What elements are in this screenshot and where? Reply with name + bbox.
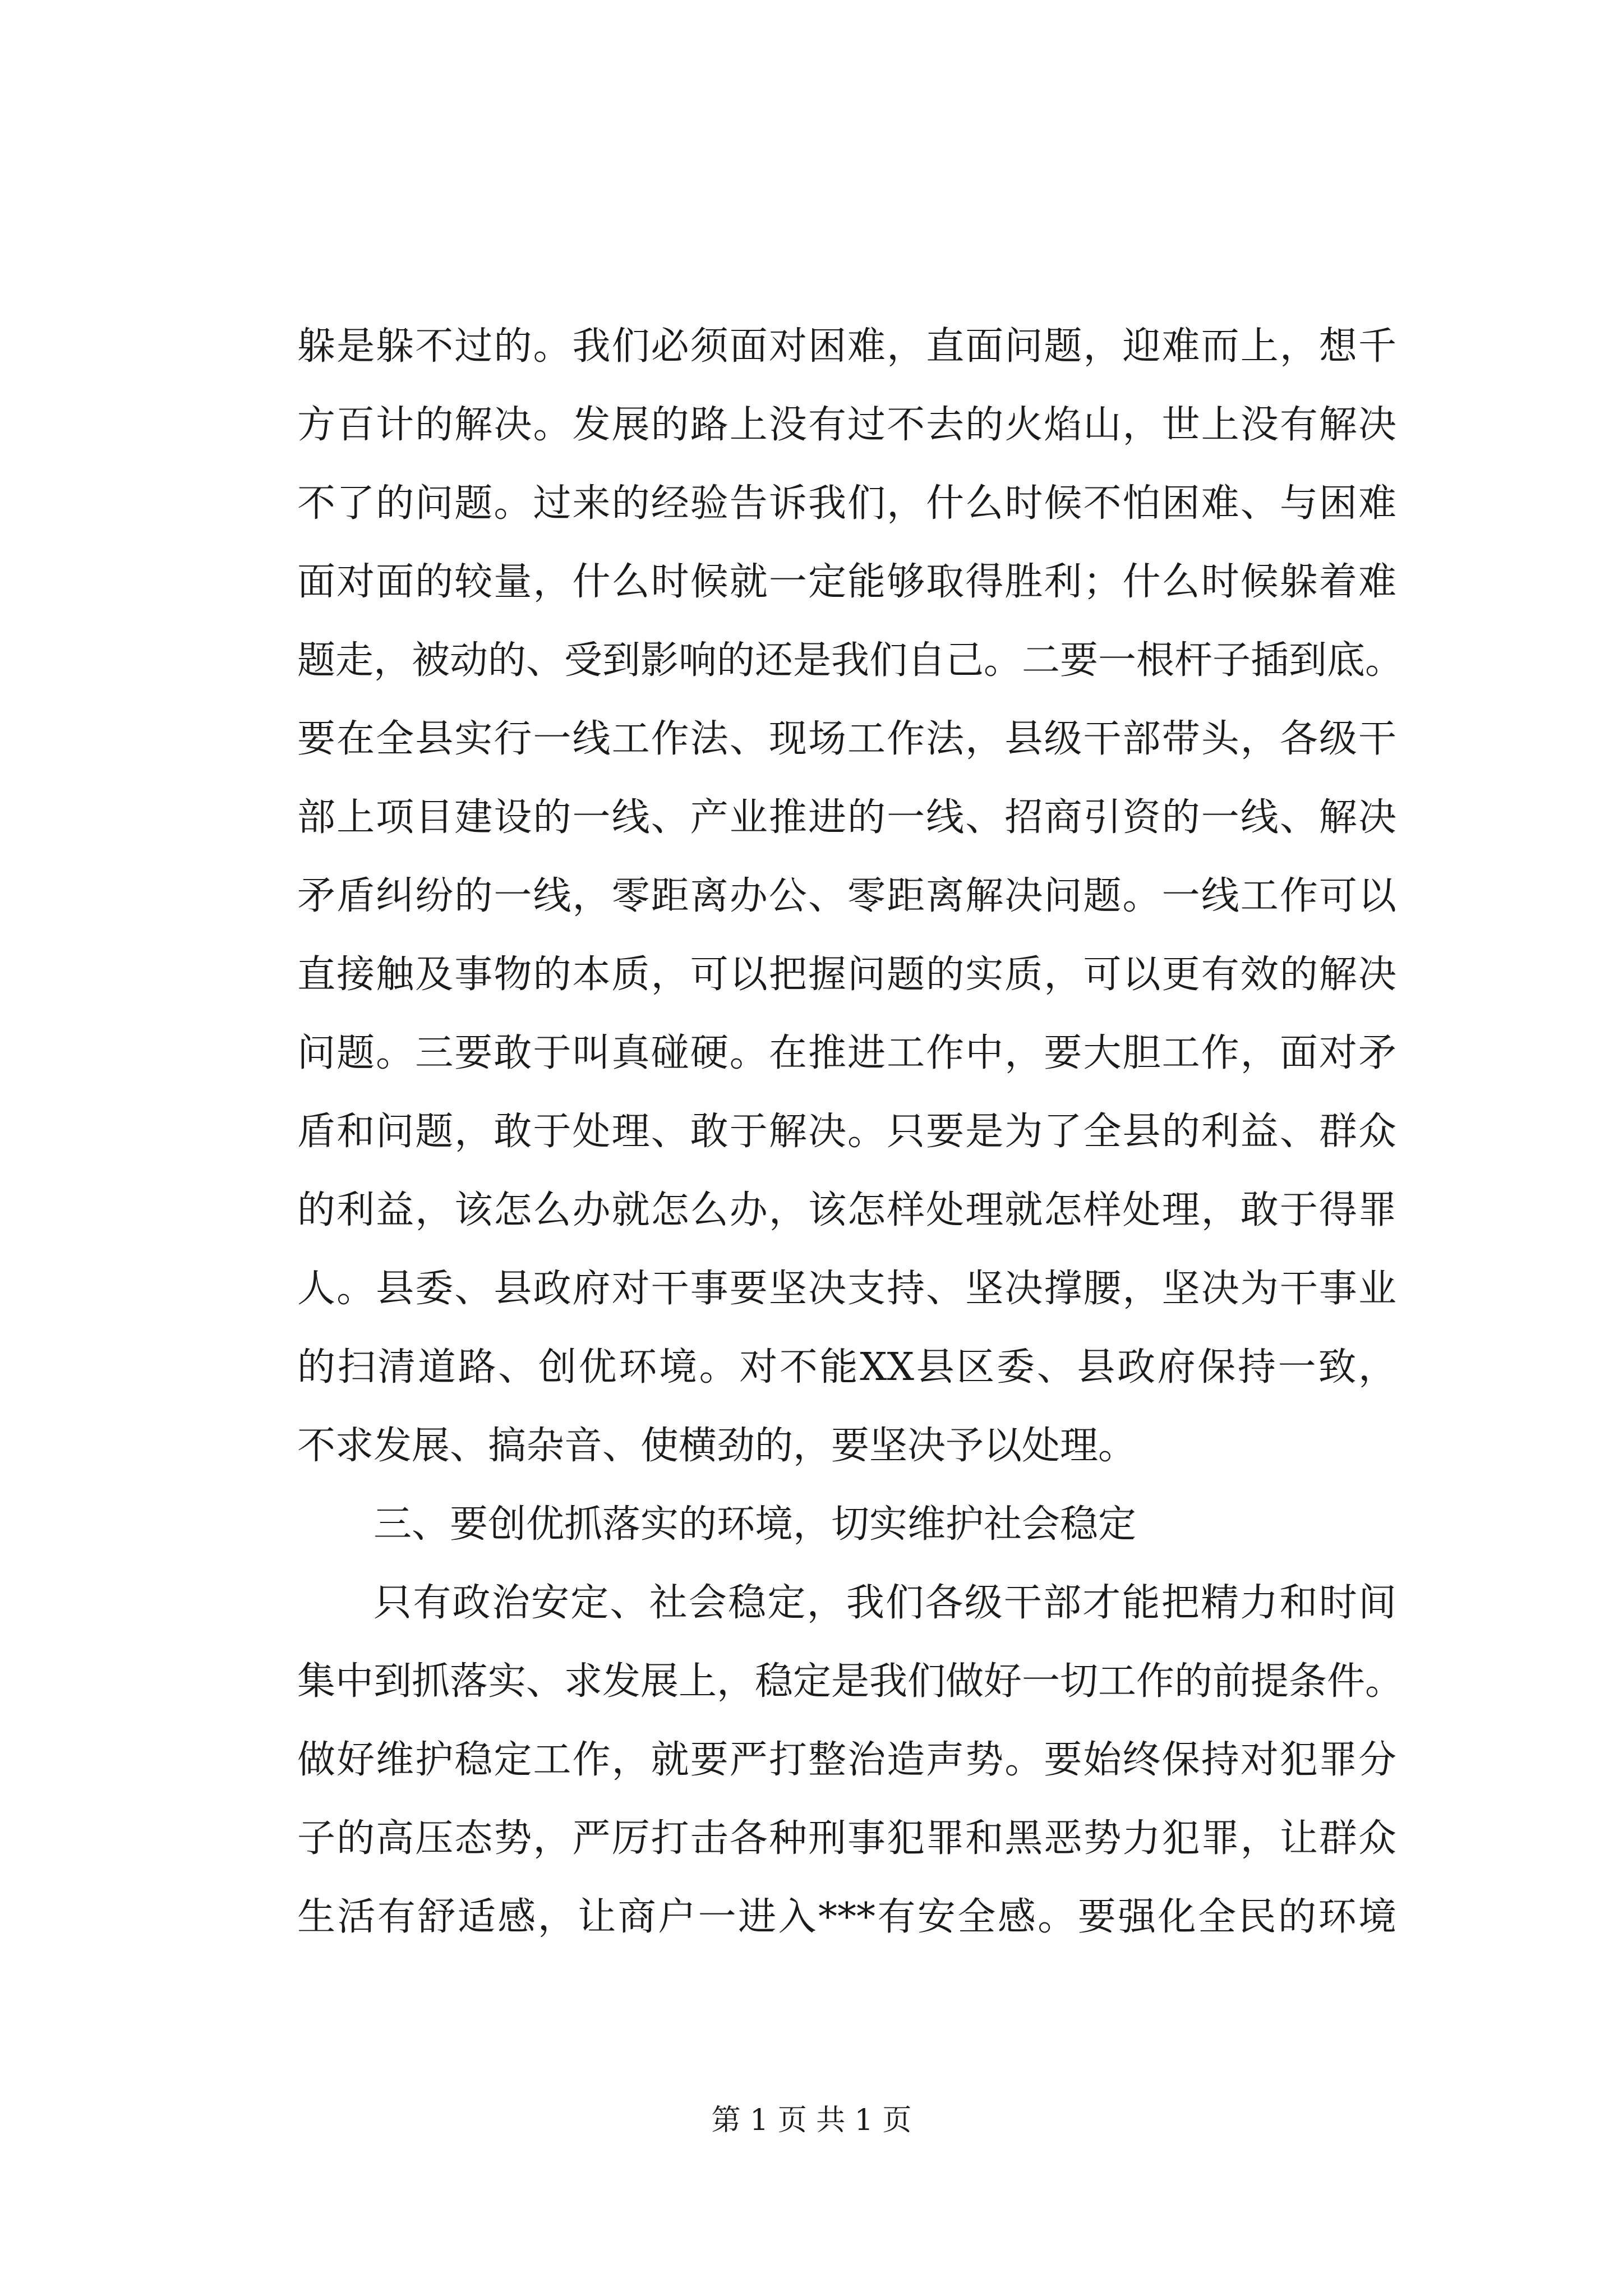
text-line: 盾和问题，敢于处理、敢于解决。只要是为了全县的利益、群众 bbox=[297, 1110, 1396, 1154]
text-line: 直接触及事物的本质，可以把握问题的实质，可以更有效的解决 bbox=[297, 953, 1396, 997]
text-line: 部上项目建设的一线、产业推进的一线、招商引资的一线、解决 bbox=[297, 795, 1396, 840]
text-line: 子的高压态势，严厉打击各种刑事犯罪和黑恶势力犯罪，让群众 bbox=[297, 1816, 1396, 1861]
text-line: 要在全县实行一线工作法、现场工作法，县级干部带头，各级干 bbox=[297, 717, 1396, 761]
page-number-footer: 第 1 页 共 1 页 bbox=[711, 2104, 912, 2137]
body-text bbox=[297, 307, 1404, 1957]
text-line: 的利益，该怎么办就怎么办，该怎样处理就怎样处理，敢于得罪 bbox=[297, 1188, 1396, 1232]
text-line: 人。县委、县政府对干事要坚决支持、坚决撑腰，坚决为干事业 bbox=[297, 1267, 1396, 1311]
text-line: 面对面的较量，什么时候就一定能够取得胜利；什么时候躲着难 bbox=[297, 560, 1396, 604]
text-line: 集中到抓落实、求发展上，稳定是我们做好一切工作的前提条件。 bbox=[297, 1659, 1404, 1704]
text-line: 的扫清道路、创优环境。对不能XX县区委、县政府保持一致， bbox=[297, 1345, 1396, 1389]
text-line: 不求发展、搞杂音、使横劲的，要坚决予以处理。 bbox=[297, 1424, 1137, 1468]
text-line: 不了的问题。过来的经验告诉我们，什么时候不怕困难、与困难 bbox=[297, 481, 1396, 526]
text-line: 矛盾纠纷的一线，零距离办公、零距离解决问题。一线工作可以 bbox=[297, 874, 1396, 918]
text-line: 做好维护稳定工作，就要严打整治造声势。要始终保持对犯罪分 bbox=[297, 1738, 1396, 1782]
text-line: 方百计的解决。发展的路上没有过不去的火焰山，世上没有解决 bbox=[297, 403, 1396, 447]
text-line: 生活有舒适感，让商户一进入***有安全感。要强化全民的环境 bbox=[297, 1895, 1396, 1939]
text-line: 题走，被动的、受到影响的还是我们自己。二要一根杆子插到底。 bbox=[297, 638, 1404, 683]
text-line: 只有政治安定、社会稳定，我们各级干部才能把精力和时间 bbox=[374, 1581, 1396, 1625]
section-heading: 三、要创优抓落实的环境，切实维护社会稳定 bbox=[374, 1502, 1137, 1547]
text-line: 问题。三要敢于叫真碰硬。在推进工作中，要大胆工作，面对矛 bbox=[297, 1031, 1396, 1075]
text-line: 躲是躲不过的。我们必须面对困难，直面问题，迎难而上，想千 bbox=[297, 324, 1396, 369]
